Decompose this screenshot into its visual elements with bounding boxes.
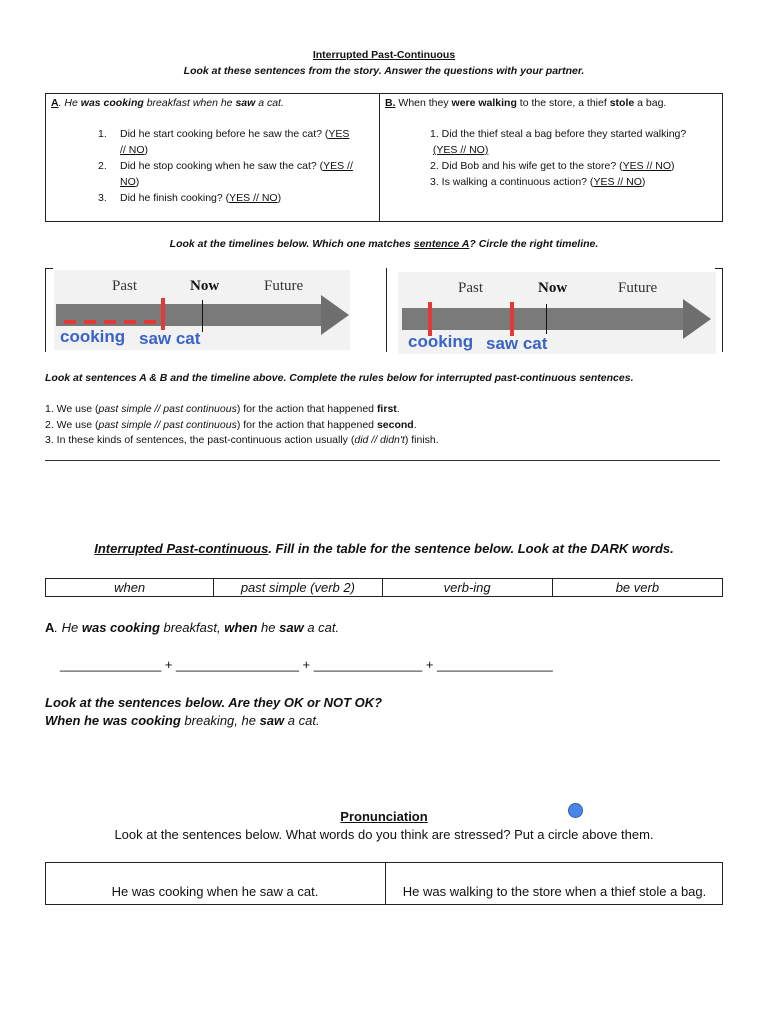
timeline-now-marker xyxy=(202,300,203,332)
timeline-frame-right xyxy=(722,268,723,352)
fill-col-be-verb[interactable]: be verb xyxy=(552,579,722,597)
fill-col-past-simple[interactable]: past simple (verb 2) xyxy=(214,579,382,597)
cooking-dash xyxy=(84,320,96,324)
section-divider xyxy=(45,460,720,461)
question-b-2: 2. Did Bob and his wife get to the store? (YES // NO) xyxy=(430,160,675,172)
fill-section-title: Interrupted Past-continuous. Fill in the table for the sentence below. Look at the DARK words. xyxy=(94,541,674,556)
question-a-2: 2. Did he stop cooking when he saw the cat? (YES // NO) xyxy=(98,160,353,188)
page-title: Interrupted Past-Continuous xyxy=(312,49,456,61)
question-b-1: 1. Did the thief steal a bag before they started walking? (YES // NO) xyxy=(430,128,687,156)
fill-sentence-a: A. He was cooking breakfast, when he saw a cat. xyxy=(45,620,340,635)
timeline-frame-tick-right xyxy=(715,268,723,269)
sentence-box-divider xyxy=(379,93,380,222)
cooking-dash xyxy=(64,320,76,324)
page-subtitle: Look at these sentences from the story. Answer the questions with your partner. xyxy=(183,65,585,77)
question-a-3: 3. Did he finish cooking? (YES // NO) xyxy=(98,192,282,204)
timeline-past-label: Past xyxy=(458,280,484,296)
timeline-frame-left xyxy=(45,268,46,352)
pronunciation-instruction: Look at the sentences below. What words do you think are stressed? Put a circle above them. xyxy=(114,827,654,842)
timeline-arrow-head xyxy=(321,295,349,335)
saw-cat-label: saw cat xyxy=(486,334,548,353)
question-a-1: 1. Did he start cooking before he saw the cat? (YES // NO) xyxy=(98,128,350,156)
cooking-dash xyxy=(144,320,156,324)
timeline-now-marker xyxy=(546,304,547,334)
timeline-frame-mid xyxy=(386,268,387,352)
pronunciation-sentence-1[interactable]: He was cooking when he saw a cat. xyxy=(111,884,319,899)
timeline-frame-tick xyxy=(45,268,53,269)
rule-3: 3. In these kinds of sentences, the past-continuous action usually (did // didn't) finish. xyxy=(45,434,439,446)
ok-question: Look at the sentences below. Are they OK or NOT OK? xyxy=(45,695,383,710)
cooking-label: cooking xyxy=(60,327,126,346)
cooking-dash xyxy=(124,320,136,324)
cooking-label: cooking xyxy=(408,332,474,351)
saw-cat-marker xyxy=(161,298,165,330)
fill-col-verb-ing[interactable]: verb-ing xyxy=(382,579,552,597)
ok-sentence: When he was cooking breaking, he saw a cat. xyxy=(45,713,320,728)
sentence-a: A. He was cooking breakfast when he saw a cat. xyxy=(51,97,284,109)
pronunciation-sentence-2[interactable]: He was walking to the store when a thief stole a bag. xyxy=(402,884,707,899)
timeline-future-label: Future xyxy=(618,280,658,296)
timeline-option-1[interactable] xyxy=(54,270,350,350)
pronunciation-title: Pronunciation xyxy=(340,809,428,824)
rule-2: 2. We use (past simple // past continuous) for the action that happened second. xyxy=(45,418,417,431)
timeline-arrow-head xyxy=(683,299,711,339)
rules-list xyxy=(45,402,439,449)
fill-blanks[interactable]: ______________ + _________________ + _______________ + ________________ xyxy=(60,657,553,672)
saw-cat-label: saw cat xyxy=(139,329,201,348)
saw-cat-marker xyxy=(510,302,514,336)
timeline-future-label: Future xyxy=(264,278,304,294)
questions-b xyxy=(430,126,720,190)
questions-a xyxy=(98,126,376,206)
question-b-3: 3. Is walking a continuous action? (YES // NO) xyxy=(430,176,646,188)
fill-col-when[interactable]: when xyxy=(46,579,214,597)
timeline-prompt: Look at the timelines below. Which one matches sentence A? Circle the right timeline. xyxy=(169,238,599,250)
rule-1: 1. We use (past simple // past continuous) for the action that happened first. xyxy=(45,403,400,415)
timeline-now-label: Now xyxy=(190,278,220,294)
rules-prompt: Look at sentences A & B and the timeline above. Complete the rules below for interrupted past-continuous sentences. xyxy=(45,372,634,384)
timeline-arrow-shaft xyxy=(402,308,684,330)
timeline-past-label: Past xyxy=(112,278,138,294)
cooking-dash xyxy=(104,320,116,324)
fill-table xyxy=(45,578,723,597)
cooking-marker xyxy=(428,302,432,336)
timeline-option-2[interactable] xyxy=(398,272,716,354)
timeline-now-label: Now xyxy=(538,280,568,296)
sentence-b: B. When they were walking to the store, a thief stole a bag. xyxy=(385,97,667,109)
stress-circle-icon[interactable] xyxy=(568,803,583,818)
